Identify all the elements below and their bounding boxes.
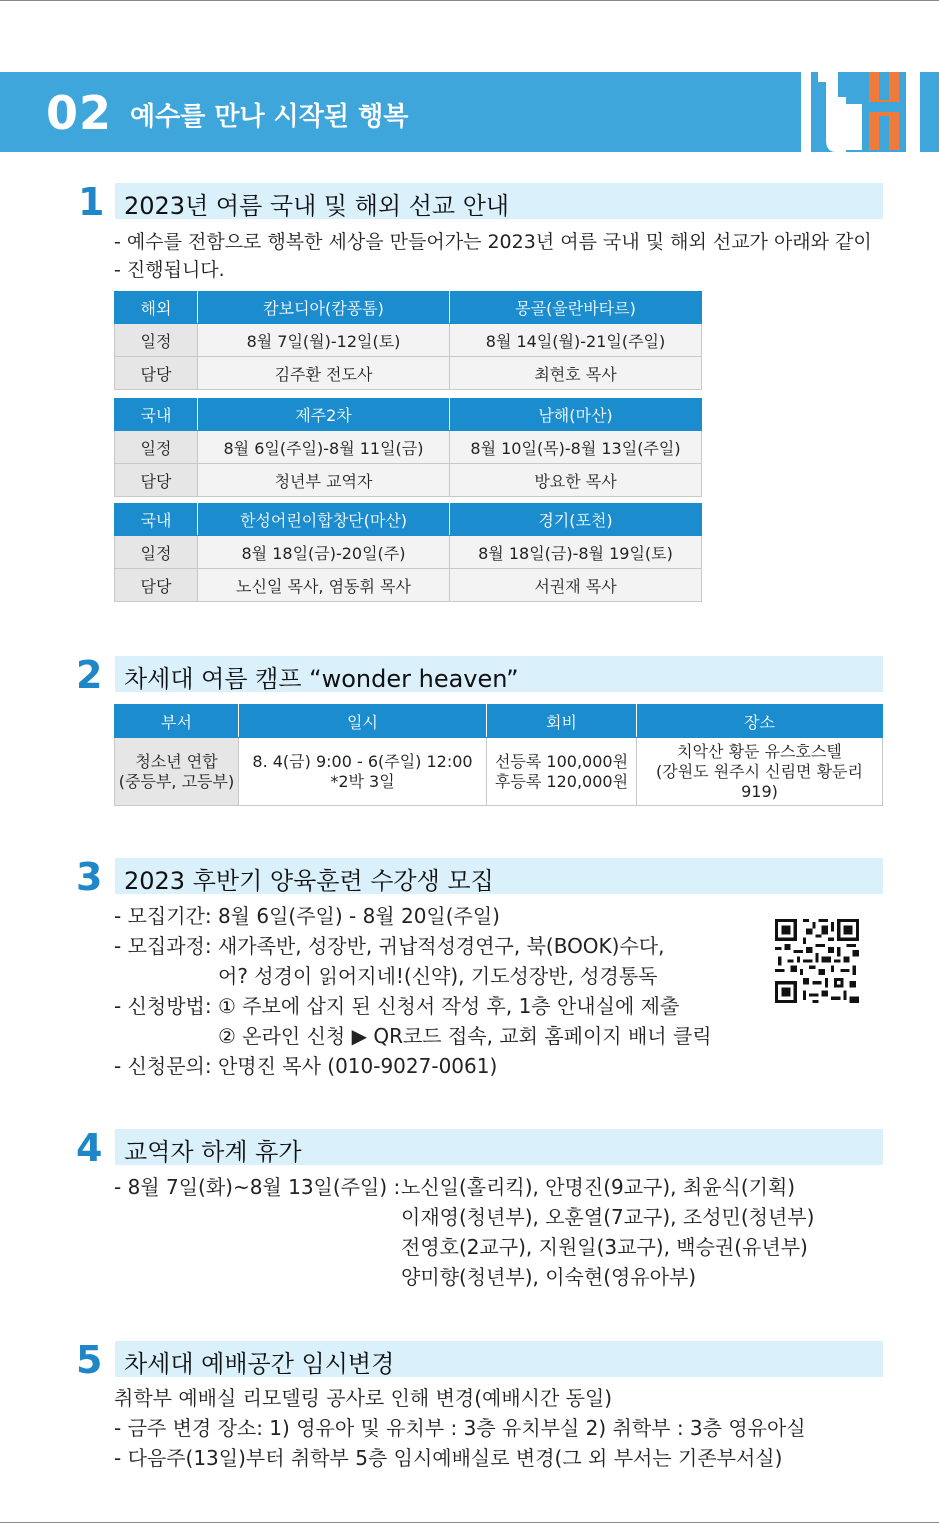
section-4-number: 4 <box>76 1126 103 1170</box>
section-1-title: 2023년 여름 국내 및 해외 선교 안내 <box>124 192 510 220</box>
table-cell: 일정 <box>115 536 198 569</box>
table-cell: 8월 18일(금)-20일(주) <box>198 536 450 569</box>
section-5-line-3: - 다음주(13일)부터 취학부 5층 임시예배실로 변경(그 외 부서는 기존부서실) <box>114 1446 783 1470</box>
camp-table <box>114 704 883 806</box>
section-3-line-6: - 신청문의: 안명진 목사 (010-9027-0061) <box>114 1054 498 1078</box>
table-cell: 제주2차 <box>198 399 450 431</box>
table-cell: 몽골(울란바타르) <box>450 292 702 324</box>
table-cell: 8월 6일(주일)-8월 11일(금) <box>198 431 450 464</box>
camp-fee-cell <box>487 738 637 806</box>
section-5-line-2: - 금주 변경 장소: 1) 영유아 및 유치부 : 3층 유치부실 2) 취학부 : 3층 영유아실 <box>114 1416 806 1440</box>
table-cell: 캄보디아(캄퐁톰) <box>198 292 450 324</box>
section-1-number: 1 <box>78 180 105 224</box>
table-cell: 김주환 전도사 <box>198 357 450 390</box>
page-banner <box>0 72 939 152</box>
table-cell: 8월 10일(목)-8월 13일(주일) <box>450 431 702 464</box>
table-cell: 8월 18일(금)-8월 19일(토) <box>450 536 702 569</box>
camp-date-line: *2박 3일 <box>330 771 395 791</box>
table-cell: 남해(마산) <box>450 399 702 431</box>
table-cell: 국내 <box>115 399 198 431</box>
table-header-cell: 일시 <box>239 705 487 738</box>
section-4-title: 교역자 하계 휴가 <box>124 1138 302 1166</box>
table-header-cell: 장소 <box>637 705 883 738</box>
camp-date-cell <box>239 738 487 806</box>
section-4-names-2: 이재영(청년부), 오훈열(7교구), 조성민(청년부) <box>401 1205 815 1229</box>
table-header-cell: 회비 <box>487 705 637 738</box>
banner-number: 02 <box>46 86 113 140</box>
table-header-cell: 부서 <box>115 705 239 738</box>
camp-date-line: 8. 4(금) 9:00 - 6(주일) 12:00 <box>252 751 473 771</box>
section-4-lead: - 8월 7일(화)~8월 13일(주일) : <box>114 1175 401 1199</box>
section-5-title: 차세대 예배공간 임시변경 <box>124 1350 395 1378</box>
section-5-header <box>115 1341 883 1377</box>
table-cell: 일정 <box>115 324 198 357</box>
table-cell: 청년부 교역자 <box>198 464 450 497</box>
section-4-names-4: 양미향(청년부), 이숙현(영유아부) <box>401 1265 697 1289</box>
table-cell: 8월 14일(월)-21일(주일) <box>450 324 702 357</box>
banner-title: 예수를 만나 시작된 행복 <box>130 102 409 132</box>
table-cell: 해외 <box>115 292 198 324</box>
section-1-line-2: - 진행됩니다. <box>114 259 225 281</box>
section-5-line-1: 취학부 예배실 리모델링 공사로 인해 변경(예배시간 동일) <box>114 1386 613 1410</box>
camp-place-line: (강원도 원주시 신림면 황둔리 919) <box>656 761 863 801</box>
table-cell: 경기(포천) <box>450 504 702 536</box>
table-cell: 8월 7일(월)-12일(토) <box>198 324 450 357</box>
table-cell: 담당 <box>115 464 198 497</box>
table-cell: 일정 <box>115 431 198 464</box>
section-3-line-4: - 신청방법: ① 주보에 삽지 된 신청서 작성 후, 1층 안내실에 제출 <box>114 994 680 1018</box>
table-cell: 서권재 목사 <box>450 569 702 602</box>
camp-place-cell <box>637 738 883 806</box>
table-cell: 노신일 목사, 염동휘 목사 <box>198 569 450 602</box>
table-cell: 담당 <box>115 357 198 390</box>
camp-dept-line: 청소년 연합 <box>135 751 218 771</box>
section-4-names-1: 노신일(홀리킥), 안명진(9교구), 최윤식(기획) <box>401 1175 796 1199</box>
section-4-names-3: 전영호(2교구), 지원일(3교구), 백승권(유년부) <box>401 1235 808 1259</box>
camp-dept-line: (중등부, 고등부) <box>118 771 235 791</box>
bottom-rule <box>0 1522 939 1523</box>
section-2-header <box>115 656 883 692</box>
section-3-title: 2023 후반기 양육훈련 수강생 모집 <box>124 867 494 895</box>
section-3-line-5: ② 온라인 신청 ▶ QR코드 접속, 교회 홈페이지 배너 클릭 <box>218 1024 712 1048</box>
table-cell: 방요한 목사 <box>450 464 702 497</box>
church-logo-icon <box>796 72 939 152</box>
section-2-number: 2 <box>76 653 103 697</box>
camp-fee-line: 선등록 100,000원 <box>494 751 629 771</box>
mission-table-domestic-1 <box>114 398 702 497</box>
qr-code-icon[interactable] <box>772 916 862 1006</box>
table-cell: 최현호 목사 <box>450 357 702 390</box>
section-1-line-1: - 예수를 전함으로 행복한 세상을 만들어가는 2023년 여름 국내 및 해외 선교가 아래와 같이 <box>114 231 872 253</box>
section-2-title: 차세대 여름 캠프 “wonder heaven” <box>124 665 519 693</box>
table-cell: 한성어린이합창단(마산) <box>198 504 450 536</box>
camp-dept-cell <box>115 738 239 806</box>
section-3-line-2: - 모집과정: 새가족반, 성장반, 귀납적성경연구, 북(BOOK)수다, <box>114 934 665 958</box>
top-rule <box>0 0 939 1</box>
section-3-header <box>115 858 883 894</box>
section-3-line-3: 어? 성경이 읽어지네!(신약), 기도성장반, 성경통독 <box>218 964 658 988</box>
section-5-number: 5 <box>76 1338 103 1382</box>
section-3-line-1: - 모집기간: 8월 6일(주일) - 8월 20일(주일) <box>114 904 500 928</box>
section-1-header <box>115 183 883 219</box>
table-cell: 국내 <box>115 504 198 536</box>
mission-table-domestic-2 <box>114 503 702 602</box>
mission-table-overseas <box>114 291 702 390</box>
section-4-header <box>115 1129 883 1165</box>
camp-place-line: 치악산 황둔 유스호스텔 <box>677 741 842 761</box>
table-cell: 담당 <box>115 569 198 602</box>
section-3-number: 3 <box>76 855 103 899</box>
camp-fee-line: 후등록 120,000원 <box>494 771 629 791</box>
